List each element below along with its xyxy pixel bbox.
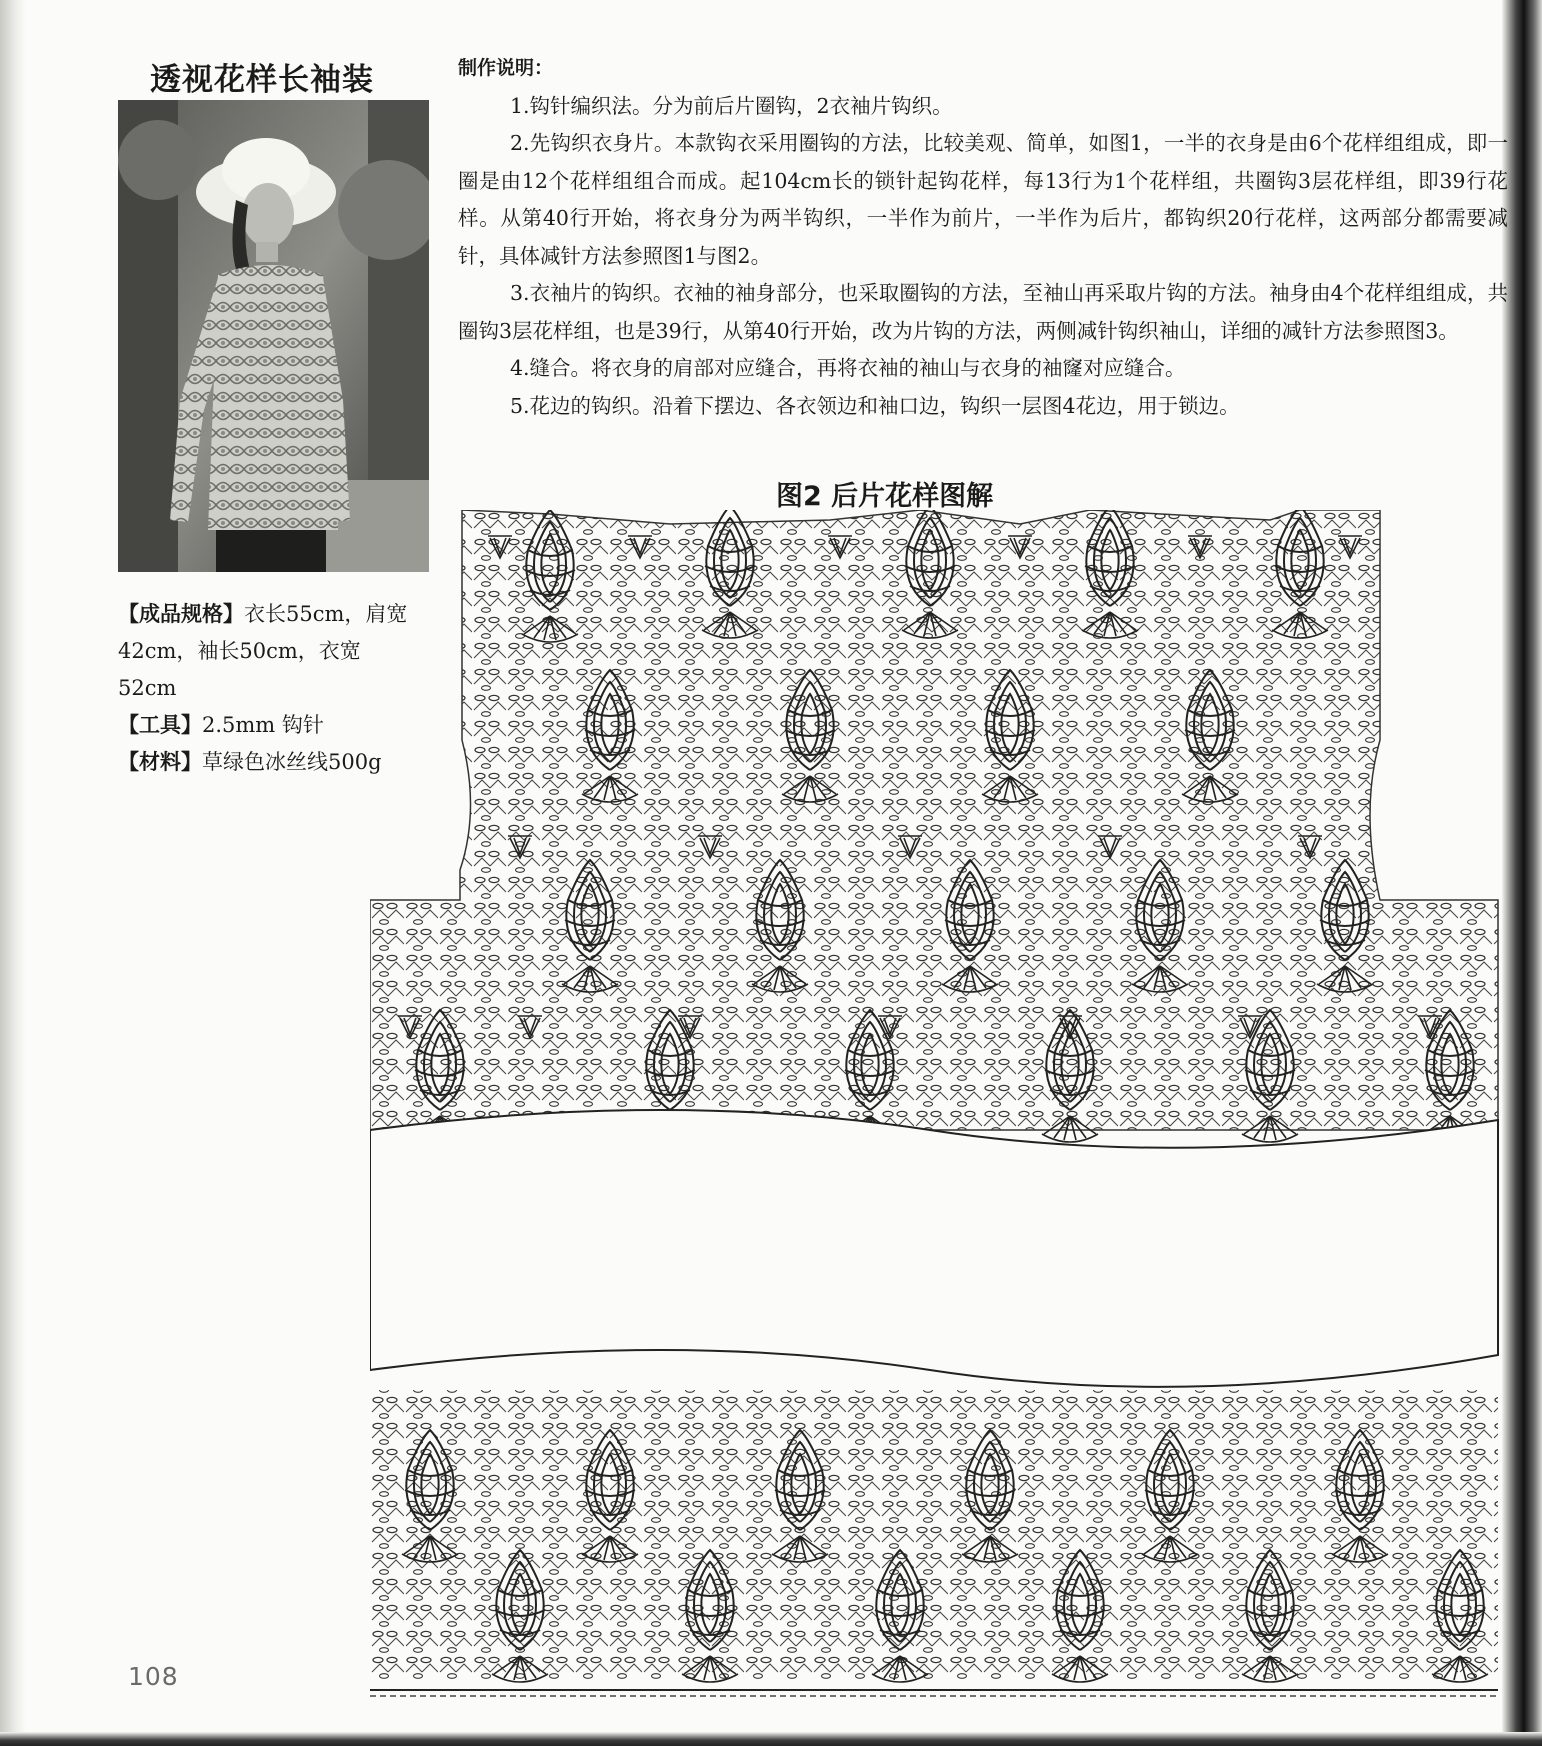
- model-photo: [118, 100, 429, 572]
- spec-size: 【成品规格】衣长55cm，肩宽42cm，袖长50cm，衣宽52cm: [118, 602, 408, 700]
- step-1: 1.钩针编织法。分为前后片圈钩，2衣袖片钩织。: [510, 93, 953, 118]
- page-title: 透视花样长袖装: [150, 62, 374, 98]
- page-shadow: [0, 0, 26, 1746]
- instructions-heading: 制作说明：: [458, 57, 554, 79]
- chart-title: 图2 后片花样图解: [776, 481, 994, 512]
- page-edge: [1502, 0, 1542, 1746]
- step-2: 2.先钩织衣身片。本款钩衣采用圈钩的方法，比较美观、简单，如图1，一半的衣身是由6个花样组组成，即一圈是由12个花样组组合而成。起104cm长的锁针起钩花样，每13行为1个花样组，共圈钩3层花样组，即39行花样。从第40行开始，将衣身分为两半钩织，一半作为前片，一半作为后片，都钩织20行花样，这两部分都需要减针，具体减针方法参照图1与图2。: [458, 131, 1508, 268]
- page-number: 108: [128, 1662, 179, 1691]
- step-4: 4.缝合。将衣身的肩部对应缝合，再将衣袖的袖山与衣身的袖窿对应缝合。: [510, 356, 1186, 380]
- step-3: 3.衣袖片的钩织。衣袖的袖身部分，也采取圈钩的方法，至袖山再采取片钩的方法。袖身由4个花样组组成，共圈钩3层花样组，也是39行，从第40行开始，改为片钩的方法，两侧减针钩织袖山，详细的减针方法参照图3。: [458, 281, 1508, 343]
- spec-material: 【材料】草绿色冰丝线500g: [118, 750, 382, 774]
- step-5: 5.花边的钩织。沿着下摆边、各衣领边和袖口边，钩织一层图4花边，用于锁边。: [510, 393, 1240, 418]
- page-bottom-edge: [0, 1732, 1542, 1746]
- instructions: [458, 50, 1508, 425]
- crochet-chart: [370, 510, 1508, 1732]
- spec-tool: 【工具】2.5mm 钩针: [118, 713, 324, 737]
